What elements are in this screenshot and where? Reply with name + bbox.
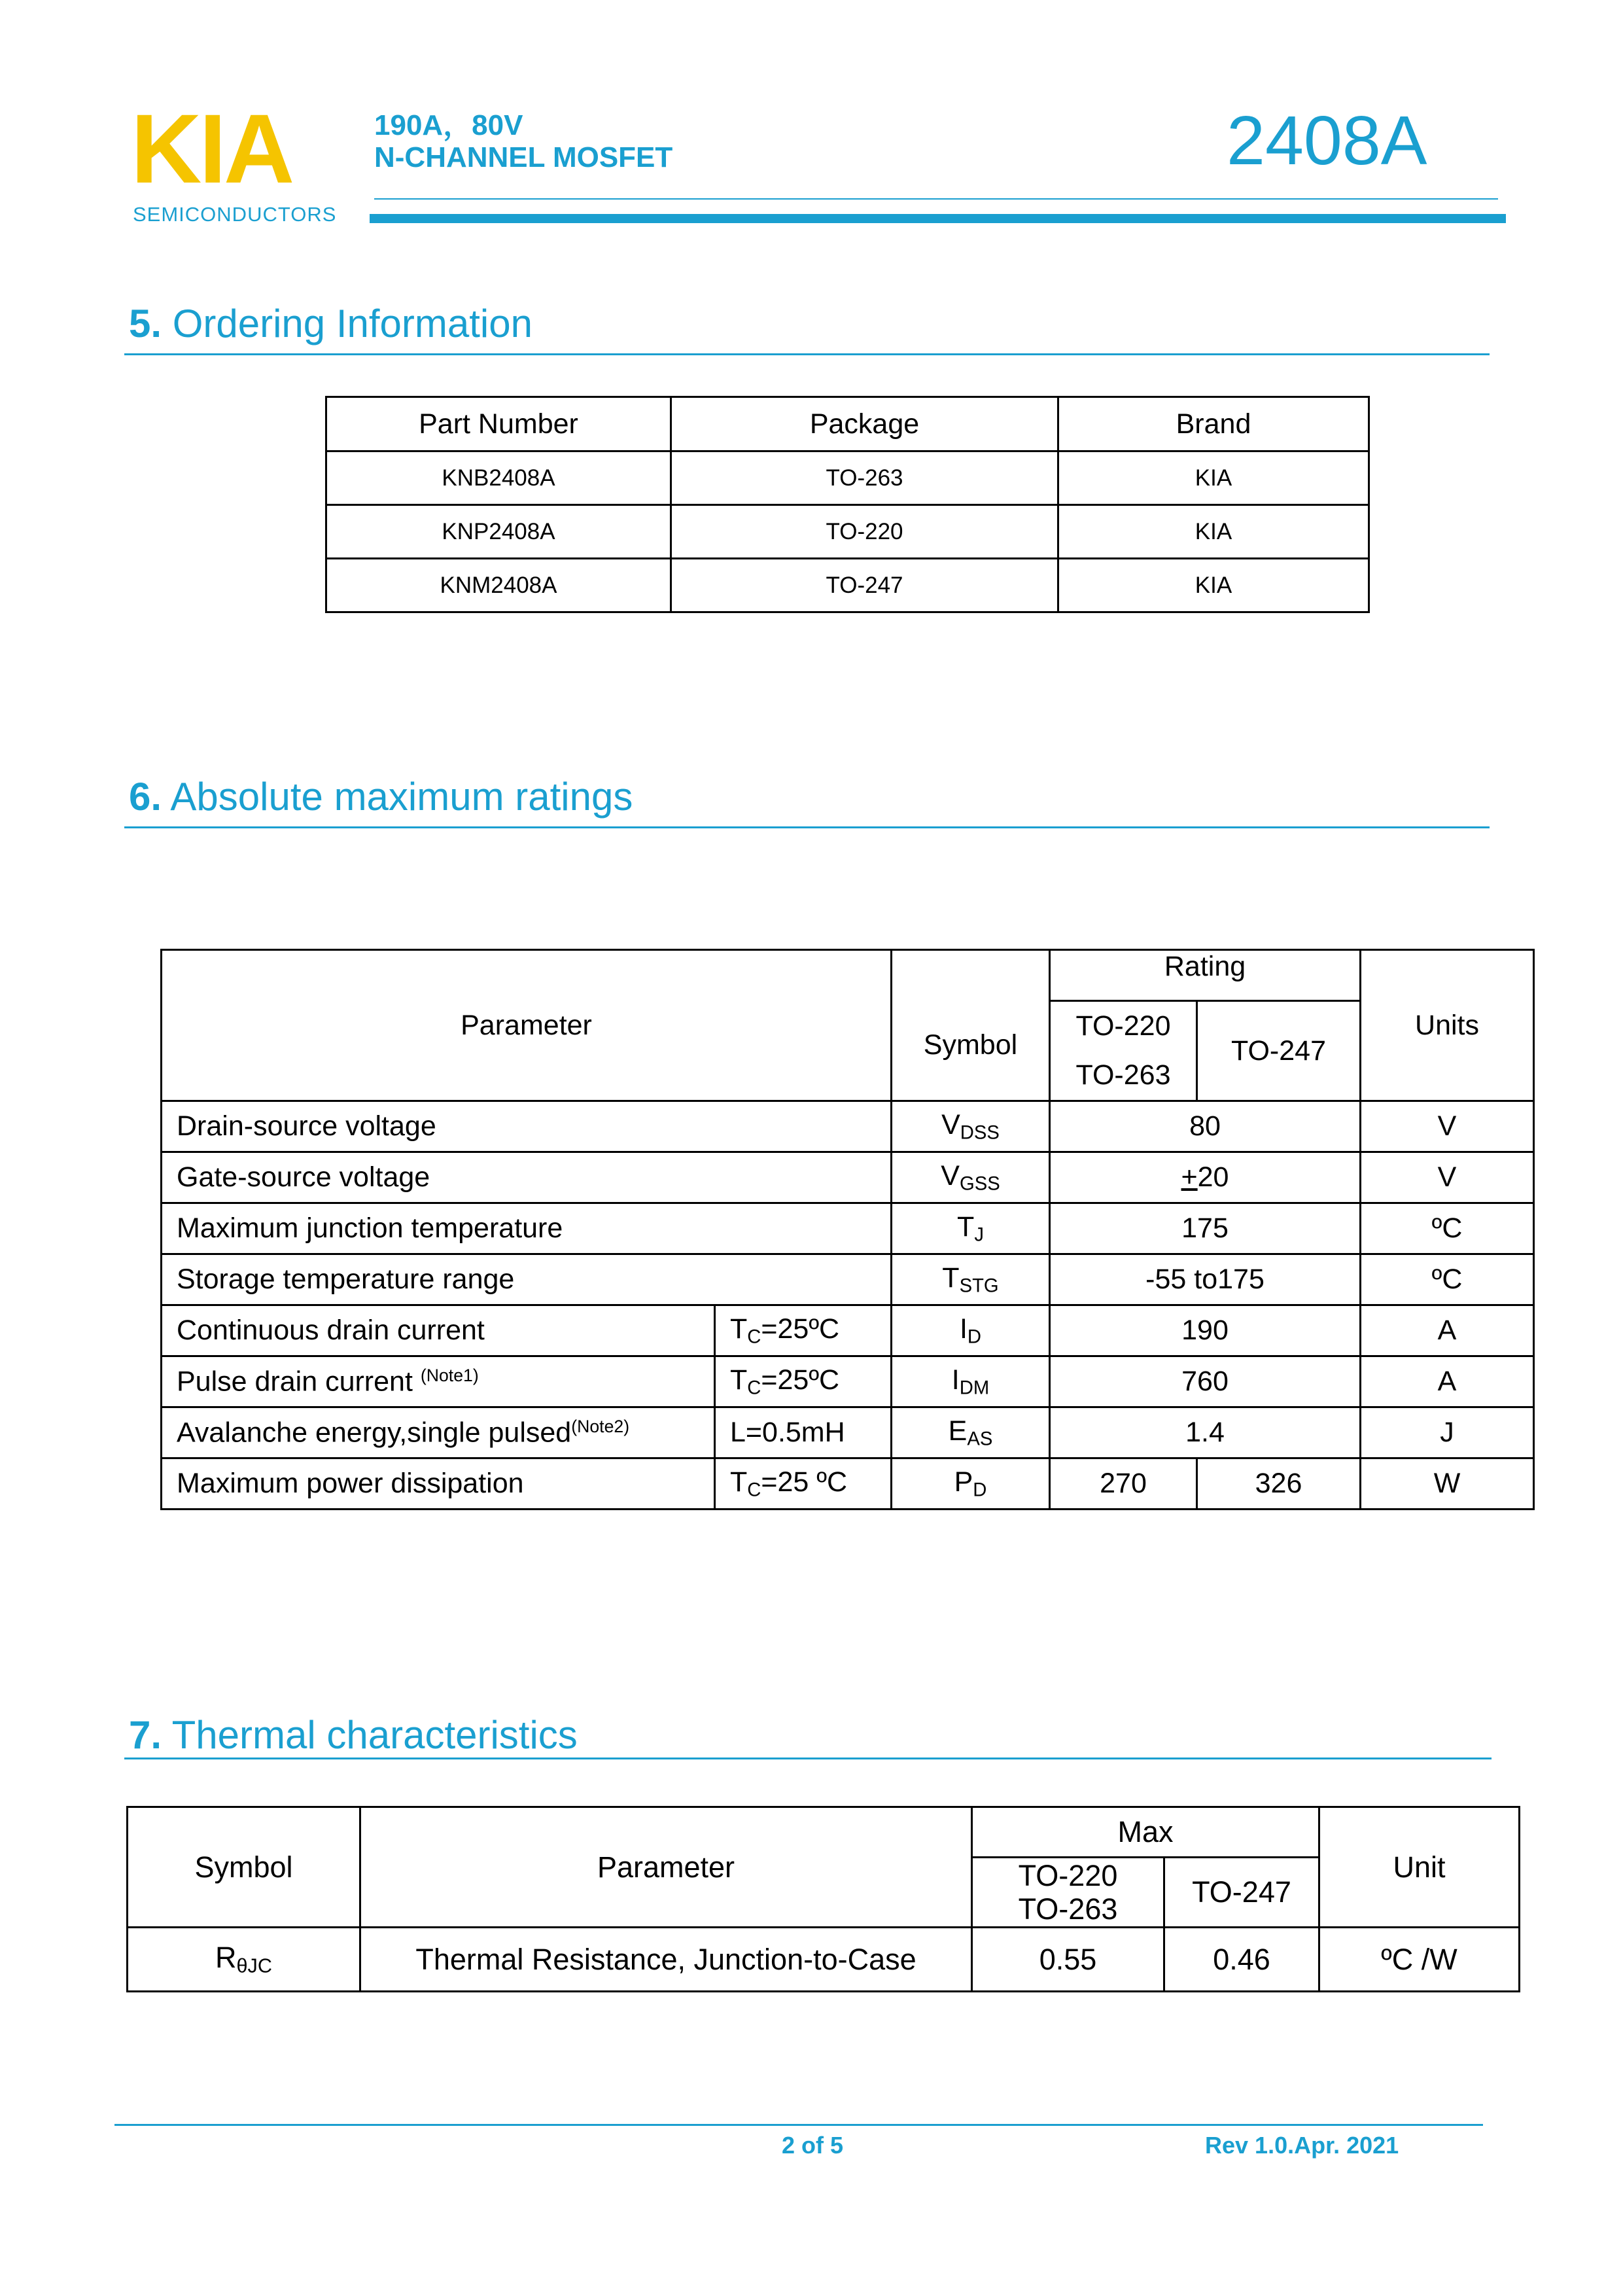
symbol-subscript: θJC	[236, 1954, 272, 1977]
brand-cell: KIA	[1058, 505, 1369, 559]
header-divider-thick	[370, 214, 1506, 223]
symbol-subscript: J	[974, 1224, 984, 1246]
table-row	[128, 1928, 1520, 1992]
table-header-row	[326, 397, 1369, 451]
header-symbol-cell: Symbol	[892, 950, 1050, 1101]
ordering-table	[325, 396, 1370, 613]
table-row	[162, 1356, 1534, 1407]
note-reference: (Note1)	[420, 1365, 479, 1385]
symbol-text: V	[941, 1108, 960, 1140]
value-cell-package-b: 326	[1197, 1458, 1361, 1510]
revision-label: Rev 1.0.Apr. 2021	[1205, 2132, 1399, 2159]
symbol-text: E	[948, 1415, 968, 1447]
thermal-table	[126, 1806, 1520, 1992]
symbol-cell	[892, 1305, 1050, 1356]
symbol-text: V	[941, 1159, 960, 1192]
parameter-cell: Thermal Resistance, Junction-to-Case	[360, 1928, 972, 1992]
condition-text: =25 ºC	[761, 1466, 848, 1498]
header-divider-thin	[374, 198, 1498, 200]
symbol-cell	[892, 1203, 1050, 1254]
header-package-cell: Package	[671, 397, 1058, 451]
table-row	[162, 1101, 1534, 1152]
unit-cell: ºC	[1361, 1254, 1534, 1305]
symbol-cell	[128, 1928, 360, 1992]
unit-cell: W	[1361, 1458, 1534, 1510]
table-row	[162, 1458, 1534, 1510]
header-package-b-cell: TO-247	[1164, 1858, 1319, 1928]
header-parameter-cell: Parameter	[162, 950, 892, 1101]
brand-cell: KIA	[1058, 451, 1369, 505]
table-row	[162, 1152, 1534, 1203]
value-cell: 1.4	[1050, 1407, 1361, 1458]
parameter-cell: Drain-source voltage	[162, 1101, 892, 1152]
table-header-row	[162, 950, 1534, 1001]
brand-cell: KIA	[1058, 559, 1369, 612]
section-underline	[124, 826, 1490, 828]
value-cell: 760	[1050, 1356, 1361, 1407]
unit-cell: V	[1361, 1101, 1534, 1152]
header-package-a-cell	[1050, 1001, 1197, 1101]
symbol-cell	[892, 1356, 1050, 1407]
condition-cell	[715, 1305, 892, 1356]
condition-subscript: C	[747, 1377, 761, 1399]
symbol-cell	[892, 1254, 1050, 1305]
symbol-text: I	[959, 1313, 968, 1345]
symbol-subscript: D	[967, 1326, 982, 1348]
part-number-cell: KNM2408A	[326, 559, 671, 612]
part-number-cell: KNP2408A	[326, 505, 671, 559]
condition-subscript: C	[747, 1326, 761, 1348]
parameter-cell	[162, 1356, 715, 1407]
unit-cell: A	[1361, 1356, 1534, 1407]
symbol-cell	[892, 1458, 1050, 1510]
section-title-text: Ordering Information	[172, 302, 532, 345]
symbol-cell	[892, 1101, 1050, 1152]
header-parameter-cell: Parameter	[360, 1807, 972, 1928]
section-title-text: Absolute maximum ratings	[170, 775, 633, 819]
ratings-table	[160, 949, 1535, 1510]
company-logo: KIA	[131, 94, 292, 203]
package-label: TO-263	[1075, 1059, 1171, 1091]
parameter-cell: Continuous drain current	[162, 1305, 715, 1356]
parameter-cell: Maximum power dissipation	[162, 1458, 715, 1510]
header-rating-cell: Rating	[1050, 950, 1361, 1001]
section-title-ordering	[129, 301, 532, 346]
section-title-ratings	[129, 774, 633, 819]
value-cell-package-a: 270	[1050, 1458, 1197, 1510]
condition-cell	[715, 1356, 892, 1407]
header-max-cell: Max	[972, 1807, 1319, 1858]
header-brand-cell: Brand	[1058, 397, 1369, 451]
section-title-text: Thermal characteristics	[171, 1713, 578, 1757]
symbol-text: I	[951, 1364, 960, 1396]
condition-cell	[715, 1458, 892, 1510]
symbol-text: R	[215, 1941, 237, 1975]
value-cell: 175	[1050, 1203, 1361, 1254]
unit-cell: J	[1361, 1407, 1534, 1458]
unit-cell: A	[1361, 1305, 1534, 1356]
symbol-subscript: D	[973, 1479, 987, 1501]
table-row	[162, 1203, 1534, 1254]
unit-cell: ºC	[1361, 1203, 1534, 1254]
condition-text: =25ºC	[761, 1364, 840, 1396]
table-row	[162, 1254, 1534, 1305]
symbol-subscript: STG	[959, 1275, 999, 1297]
parameter-cell: Gate-source voltage	[162, 1152, 892, 1203]
header-part-number: 2408A	[1227, 102, 1427, 179]
symbol-subscript: DM	[959, 1377, 990, 1399]
package-cell: TO-220	[671, 505, 1058, 559]
table-row	[162, 1305, 1534, 1356]
header-units-cell: Units	[1361, 950, 1534, 1101]
package-label: TO-220	[1018, 1859, 1118, 1892]
package-cell: TO-263	[671, 451, 1058, 505]
table-header-row	[128, 1807, 1520, 1858]
header-part-number-cell: Part Number	[326, 397, 671, 451]
package-label: TO-220	[1075, 1010, 1171, 1042]
value-cell-package-b: 0.46	[1164, 1928, 1319, 1992]
table-row	[326, 559, 1369, 612]
symbol-cell	[892, 1407, 1050, 1458]
note-reference: (Note2)	[571, 1416, 630, 1436]
symbol-text: P	[954, 1466, 973, 1498]
table-row	[326, 505, 1369, 559]
symbol-subscript: GSS	[959, 1173, 1000, 1195]
package-label: TO-263	[1018, 1892, 1118, 1926]
section-number: 7.	[129, 1713, 162, 1757]
value-cell: 190	[1050, 1305, 1361, 1356]
table-row	[326, 451, 1369, 505]
package-cell: TO-247	[671, 559, 1058, 612]
section-number: 5.	[129, 302, 162, 345]
value-cell	[1050, 1152, 1361, 1203]
condition-subscript: C	[747, 1479, 761, 1501]
symbol-text: T	[942, 1262, 960, 1294]
parameter-text: Avalanche energy,single pulsed	[177, 1417, 572, 1449]
parameter-cell	[162, 1407, 715, 1458]
header-package-a-cell	[972, 1858, 1164, 1928]
condition-cell: L=0.5mH	[715, 1407, 892, 1458]
header-device-type: N-CHANNEL MOSFET	[374, 141, 673, 173]
footer-divider	[114, 2124, 1483, 2126]
value-cell: 80	[1050, 1101, 1361, 1152]
header-symbol-cell: Symbol	[128, 1807, 360, 1928]
part-number-cell: KNB2408A	[326, 451, 671, 505]
value-text: 20	[1197, 1161, 1229, 1193]
header-rating: 190A，80V	[374, 109, 523, 141]
value-cell-package-a: 0.55	[972, 1928, 1164, 1992]
condition-text: T	[730, 1313, 748, 1345]
section-underline	[124, 353, 1490, 355]
parameter-cell: Maximum junction temperature	[162, 1203, 892, 1254]
section-underline	[124, 1757, 1492, 1759]
unit-cell: V	[1361, 1152, 1534, 1203]
header-package-b-cell: TO-247	[1197, 1001, 1361, 1101]
unit-cell: ºC /W	[1319, 1928, 1520, 1992]
section-title-thermal	[129, 1712, 578, 1757]
table-row	[162, 1407, 1534, 1458]
logo-subtitle: SEMICONDUCTORS	[133, 203, 337, 226]
plus-minus-sign: +	[1181, 1161, 1198, 1193]
condition-text: =25ºC	[761, 1313, 840, 1345]
symbol-text: T	[957, 1210, 975, 1243]
page-number: 2 of 5	[782, 2132, 844, 2159]
symbol-cell	[892, 1152, 1050, 1203]
section-number: 6.	[129, 775, 162, 819]
header-unit-cell: Unit	[1319, 1807, 1520, 1928]
condition-text: T	[730, 1364, 748, 1396]
condition-text: T	[730, 1466, 748, 1498]
parameter-text: Pulse drain current	[177, 1366, 421, 1398]
value-cell: -55 to175	[1050, 1254, 1361, 1305]
symbol-subscript: DSS	[960, 1122, 1000, 1144]
parameter-cell: Storage temperature range	[162, 1254, 892, 1305]
symbol-subscript: AS	[967, 1428, 993, 1450]
